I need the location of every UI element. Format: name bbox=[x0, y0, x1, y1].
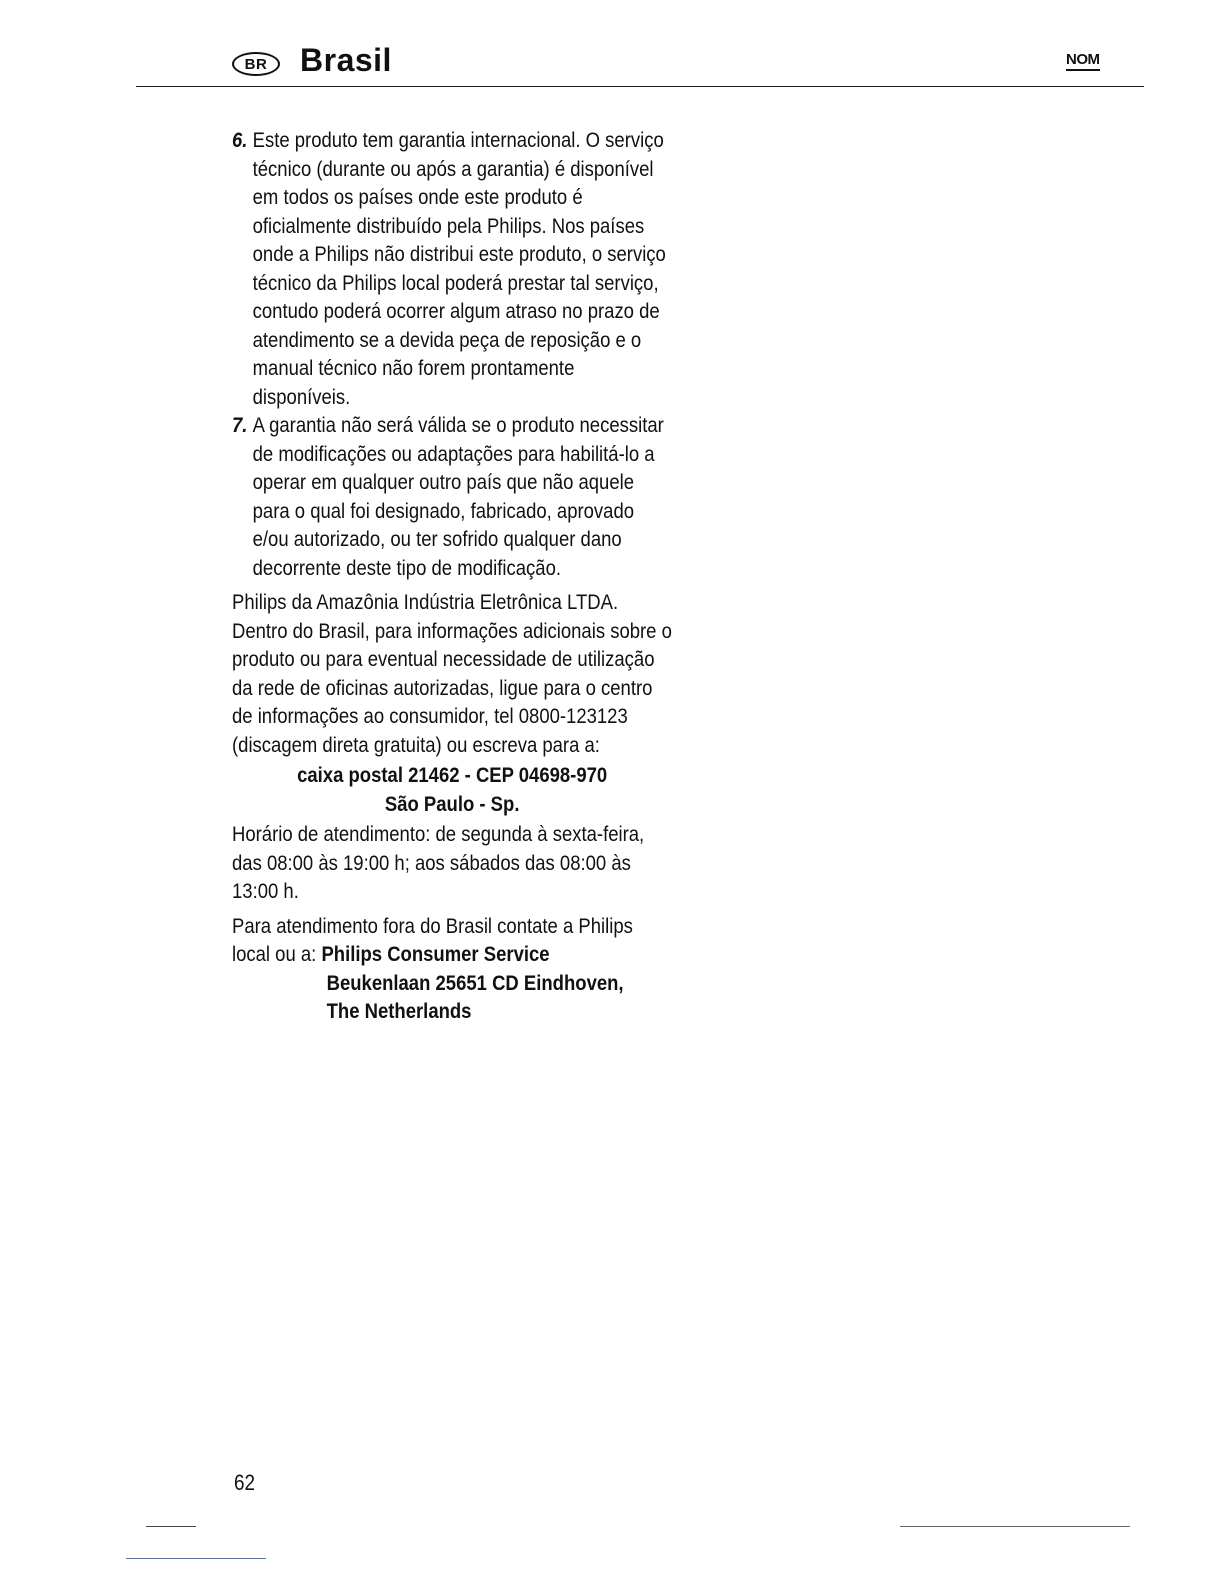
abroad-intro: Para atendimento fora do Brasil contate a Philips local ou a: bbox=[232, 913, 633, 966]
nom-mark: NOM bbox=[1066, 51, 1100, 71]
abroad-paragraph bbox=[232, 912, 672, 1026]
postal-address-line-2: São Paulo - Sp. bbox=[384, 791, 520, 816]
postal-address-line-1: caixa postal 21462 - CEP 04698-970 bbox=[297, 763, 608, 787]
language-badge: BR bbox=[232, 52, 280, 76]
postal-address bbox=[232, 761, 672, 818]
abroad-address-line-1: Beukenlaan 25651 CD Eindhoven, bbox=[326, 970, 624, 995]
contact-paragraph: Philips da Amazônia Indústria Eletrônica LTDA. Dentro do Brasil, para informações adicionais sobre o produto ou para eventual necessidade de utilização da rede de oficinas autorizadas, ligue para o centro de informações ao consumidor, tel 0800-123123 (discagem direta gratuita) ou escreva para a: bbox=[232, 590, 672, 757]
scan-mark bbox=[146, 1526, 196, 1527]
list-item-6 bbox=[232, 126, 672, 411]
abroad-address-line-2: The Netherlands bbox=[326, 999, 472, 1023]
item-text: Este produto tem garantia internacional. O serviço técnico (durante ou após a garantia) é disponível em todos os países onde este produto é oficialmente distribuído pela Philips. Nos países onde a Philips não distribui este produto, o serviço técnico da Philips local poderá prestar tal serviço, contudo poderá ocorrer algum atraso no prazo de atendimento se a devida peça de reposição e o manual técnico não forem prontamente disponíveis. bbox=[252, 128, 666, 409]
abroad-service-name: Philips Consumer Service bbox=[321, 942, 550, 966]
page-number: 62 bbox=[234, 1470, 256, 1495]
header-rule bbox=[136, 86, 1144, 87]
page-title: Brasil bbox=[300, 42, 392, 78]
item-text: A garantia não será válida se o produto necessitar de modificações ou adaptações para habilitá-lo a operar em qualquer outro país que não aquele para o qual foi designado, fabricado, aprovado e/ou autorizado, ou ter sofrido qualquer dano decorrente deste tipo de modificação. bbox=[252, 413, 664, 580]
list-item-7 bbox=[232, 411, 672, 582]
content-column bbox=[232, 126, 672, 1026]
scan-link-line bbox=[126, 1558, 266, 1559]
item-number: 7. bbox=[232, 413, 248, 437]
item-number: 6. bbox=[232, 128, 248, 152]
hours-paragraph: Horário de atendimento: de segunda à sexta-feira, das 08:00 às 19:00 h; aos sábados das 08:00 às 13:00 h. bbox=[232, 822, 645, 903]
scan-mark bbox=[900, 1526, 1130, 1527]
